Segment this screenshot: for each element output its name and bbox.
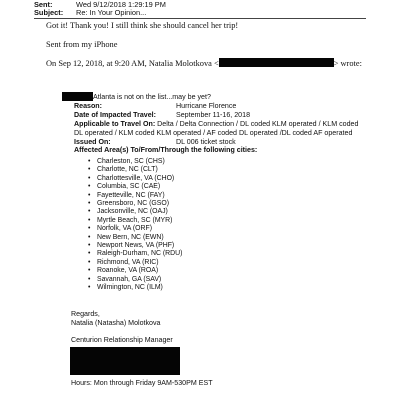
regards: Regards, xyxy=(71,310,100,318)
sent-label: Sent: xyxy=(34,0,53,9)
list-item: • Raleigh-Durham, NC (RDU) xyxy=(88,250,182,258)
signer-name: Natalia (Natasha) Molotkova xyxy=(71,319,161,327)
subject-label: Subject: xyxy=(34,8,64,17)
list-item: • Roanoke, VA (ROA) xyxy=(88,267,182,275)
office-hours: Hours: Mon through Friday 9AM-530PM EST xyxy=(71,379,213,387)
list-item: • Norfolk, VA (ORF) xyxy=(88,225,182,233)
list-item: • Myrtle Beach, SC (MYR) xyxy=(88,217,182,225)
redacted-block-bottom xyxy=(70,347,180,375)
list-item: • New Bern, NC (EWN) xyxy=(88,234,182,242)
sent-from-signature: Sent from my iPhone xyxy=(46,40,118,49)
redacted-email xyxy=(219,58,334,67)
impacted-date-label: Date of Impacted Travel: xyxy=(74,111,156,119)
list-item: • Newport News, VA (PHF) xyxy=(88,242,182,250)
atlanta-note: Atlanta is not on the list...may be yet? xyxy=(93,93,211,101)
list-item: • Greensboro, NC (GSO) xyxy=(88,200,182,208)
reason-value: Hurricane Florence xyxy=(176,102,237,110)
affected-areas-label: Affected Area(s) To/From/Through the following cities: xyxy=(74,146,258,154)
quote-attribution xyxy=(46,58,362,69)
list-item: • Richmond, VA (RIC) xyxy=(88,259,182,267)
signer-title: Centurion Relationship Manager xyxy=(71,336,173,344)
issued-value: DL 006 ticket stock xyxy=(176,138,236,146)
list-item: • Columbia, SC (CAE) xyxy=(88,183,182,191)
applicable-line xyxy=(74,120,358,129)
applicable-value-2: DL operated / KLM coded KLM operated / AF coded DL operated /DL coded AF operated xyxy=(74,129,353,137)
list-item: • Charlotte, NC (CLT) xyxy=(88,166,182,174)
quote-suffix: > wrote: xyxy=(333,59,362,68)
redacted-block-top xyxy=(62,92,93,101)
list-item: • Savannah, GA (SAV) xyxy=(88,276,182,284)
city-list xyxy=(88,158,182,293)
list-item: • Fayetteville, NC (FAY) xyxy=(88,192,182,200)
sent-value: Wed 9/12/2018 1:29:19 PM xyxy=(76,0,166,9)
subject-header xyxy=(34,8,146,17)
list-item: • Charleston, SC (CHS) xyxy=(88,158,182,166)
list-item: • Wilmington, NC (ILM) xyxy=(88,284,182,292)
quote-prefix: On Sep 12, 2018, at 9:20 AM, Natalia Molotkova < xyxy=(46,59,219,68)
applicable-value-1: Delta / Delta Connection / DL coded KLM operated / KLM coded xyxy=(155,120,359,128)
impacted-date-value: September 11-16, 2018 xyxy=(176,111,251,119)
header-divider xyxy=(34,18,366,19)
list-item: • Jacksonville, NC (OAJ) xyxy=(88,208,182,216)
list-item: • Charlottesville, VA (CHO) xyxy=(88,175,182,183)
reply-message: Got it! Thank you! I still think she should cancel her trip! xyxy=(46,21,239,30)
applicable-label: Applicable to Travel On: xyxy=(74,120,156,128)
reason-label: Reason: xyxy=(74,102,102,110)
issued-label: Issued On: xyxy=(74,138,111,146)
subject-value: Re: In Your Opinion... xyxy=(76,8,147,17)
